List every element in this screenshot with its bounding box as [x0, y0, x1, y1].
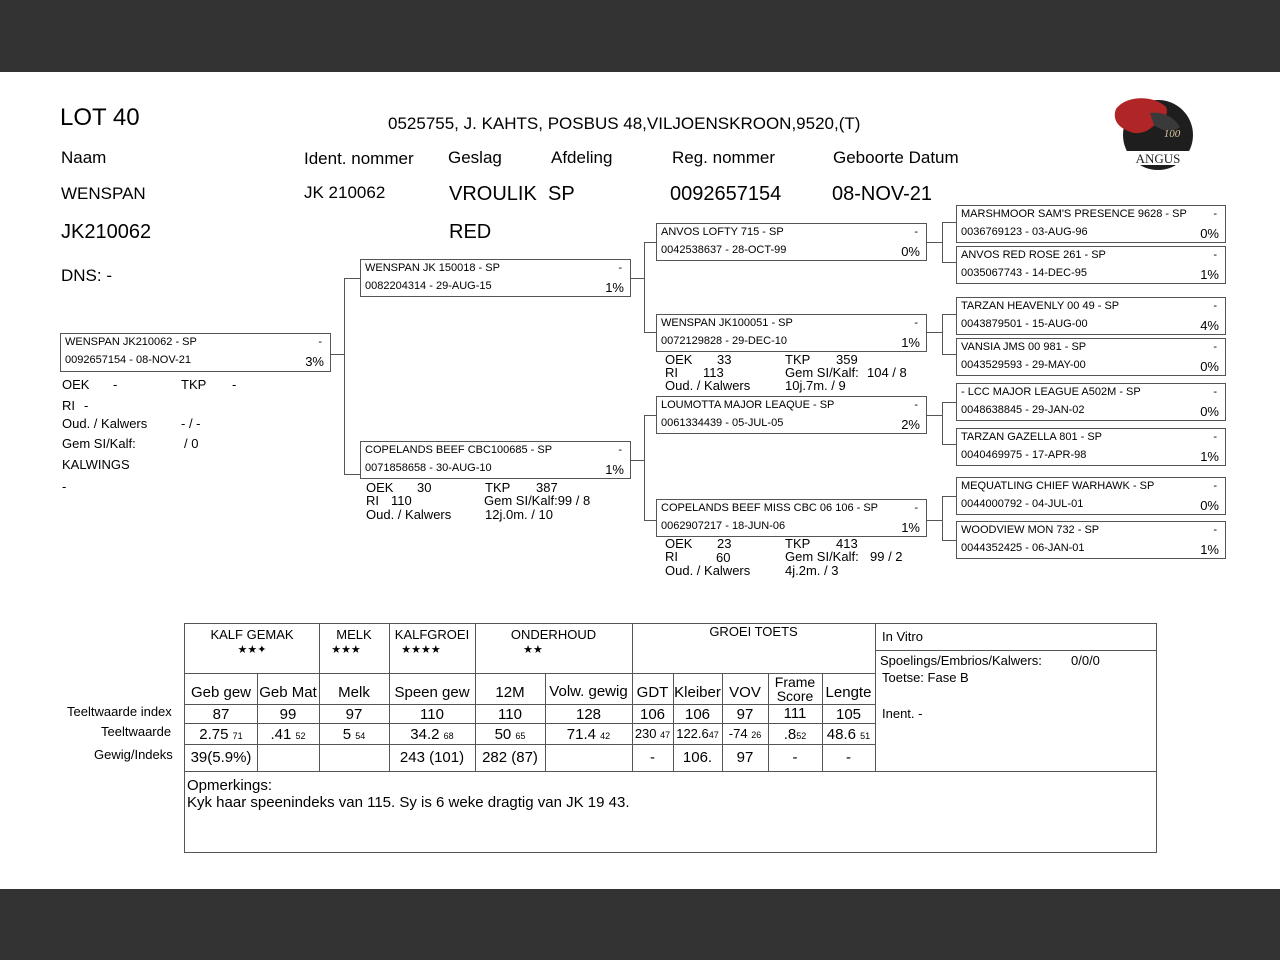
subject-ri: - — [84, 398, 89, 413]
dd-ri: 60 — [716, 550, 731, 565]
connector — [329, 354, 344, 355]
gen3-pct: 0% — [1200, 359, 1219, 374]
ebv-value: 230 — [634, 726, 657, 741]
col-kleiber: Kleiber — [674, 684, 721, 701]
subject-ri-label: RI — [62, 398, 75, 413]
gen3-reg-dob: 0044352425 - 06-JAN-01 — [961, 542, 1085, 554]
dd-oud-label: Oud. / Kalwers — [665, 563, 751, 578]
col-sex-label: Geslag — [448, 148, 502, 167]
gen3-reg-dob: 0036769123 - 03-AUG-96 — [961, 226, 1088, 238]
sd-tkp: 359 — [836, 352, 858, 367]
stars-onderhoud: ★★ — [523, 644, 543, 656]
col-speen-gew: Speen gew — [394, 684, 470, 701]
kalwings-label: KALWINGS — [62, 457, 130, 472]
remarks-label: Opmerkings: — [187, 777, 273, 794]
dam-pct: 1% — [605, 462, 624, 477]
dam-oek-label: OEK — [366, 480, 394, 495]
subject-pct: 3% — [305, 354, 324, 369]
teeltwaarde-cell — [185, 727, 257, 742]
connector — [926, 415, 942, 416]
ebv-value: 122.6 — [676, 726, 709, 741]
ds-pct: 2% — [901, 417, 920, 432]
col-dob-label: Geboorte Datum — [833, 148, 959, 167]
teeltwaarde-cell — [632, 727, 673, 740]
ebv-accuracy: 47 — [708, 730, 719, 740]
index-cell: 97 — [345, 706, 363, 723]
connector — [644, 242, 645, 332]
connector — [644, 415, 645, 520]
grid-line — [185, 723, 875, 724]
dam-oud-label: Oud. / Kalwers — [366, 507, 452, 522]
sd-dash: - — [914, 317, 918, 329]
spoelings-label: Spoelings/Embrios/Kalwers: — [880, 653, 1042, 668]
connector — [942, 402, 956, 403]
connector — [942, 314, 956, 315]
connector — [942, 496, 943, 540]
grid-line — [875, 624, 876, 771]
gen3-reg-dob: 0035067743 - 14-DEC-95 — [961, 267, 1087, 279]
ebv-value: 34.2 — [410, 726, 440, 743]
sd-gem: 104 / 8 — [867, 365, 907, 380]
gen3-pct: 4% — [1200, 318, 1219, 333]
connector — [644, 242, 656, 243]
animal-dob: 08-NOV-21 — [832, 183, 933, 205]
teeltwaarde-cell — [389, 727, 475, 742]
dam-ri-label: RI — [366, 493, 379, 508]
ebv-accuracy: 42 — [600, 731, 611, 741]
sire-name: WENSPAN JK 150018 - SP — [365, 262, 500, 274]
group-kalfgroei: KALFGROEI — [394, 627, 470, 642]
svg-text:100: 100 — [1163, 128, 1181, 140]
dd-oek: 23 — [717, 536, 732, 551]
gewig-cell: - — [846, 749, 851, 766]
connector — [926, 520, 942, 521]
dam-ri: 110 — [391, 493, 412, 508]
pedigree-gen3-5 — [956, 383, 1226, 421]
gen3-dash: - — [1213, 431, 1217, 443]
index-cell: 105 — [835, 706, 862, 723]
svg-text:ANGUS: ANGUS — [1135, 151, 1181, 166]
connector — [942, 262, 956, 263]
connector — [644, 332, 656, 333]
gen3-name: MARSHMOOR SAM'S PRESENCE 9628 - SP — [961, 208, 1187, 220]
gen3-reg-dob: 0044000792 - 04-JUL-01 — [961, 498, 1084, 510]
remarks-text: Kyk haar speenindeks van 115. Sy is 6 weke dragtig van JK 19 43. — [187, 794, 630, 811]
connector — [926, 242, 942, 243]
dd-ri-label: RI — [665, 549, 678, 564]
ds-name: LOUMOTTA MAJOR LEAQUE - SP — [661, 399, 835, 411]
subject-oud: - / - — [181, 416, 201, 431]
dns-status: DNS: - — [61, 266, 112, 285]
gen3-pct: 1% — [1200, 542, 1219, 557]
gen3-pct: 1% — [1200, 267, 1219, 282]
dam-tkp: 387 — [536, 480, 558, 495]
ebv-value: 50 — [494, 726, 512, 743]
connector — [629, 278, 644, 279]
col-volw-gewig: Volw. gewig — [549, 683, 628, 700]
subject-reg-dob: 0092657154 - 08-NOV-21 — [65, 354, 191, 366]
animal-code: JK210062 — [61, 221, 152, 243]
ebv-value: .41 — [270, 726, 292, 743]
col-melk: Melk — [338, 684, 370, 701]
breeder-info: 0525755, J. KAHTS, POSBUS 48,VILJOENSKROON,9520,(T) — [388, 114, 861, 133]
ebv-accuracy: 26 — [751, 730, 762, 740]
gen3-dash: - — [1213, 386, 1217, 398]
index-cell: 106 — [684, 706, 711, 723]
gen3-pct: 0% — [1200, 226, 1219, 241]
col-name-label: Naam — [61, 148, 107, 167]
sd-oud-label: Oud. / Kalwers — [665, 378, 751, 393]
sd-ri: 113 — [703, 365, 724, 380]
subject-name: WENSPAN JK210062 - SP — [65, 336, 197, 348]
spoelings-value: 0/0/0 — [1071, 653, 1100, 668]
group-kalf-gemak: KALF GEMAK — [210, 627, 294, 642]
pedigree-gen3-8 — [956, 521, 1226, 559]
group-groei-toets: GROEI TOETS — [709, 624, 798, 639]
pedigree-gen3-7 — [956, 477, 1226, 515]
teeltwaarde-cell — [722, 727, 768, 740]
animal-name: WENSPAN — [61, 184, 146, 203]
ebv-accuracy: 54 — [355, 731, 366, 741]
dd-reg-dob: 0062907217 - 18-JUN-06 — [661, 520, 786, 532]
pedigree-gen3-6 — [956, 428, 1226, 466]
gen3-reg-dob: 0040469975 - 17-APR-98 — [961, 449, 1087, 461]
pedigree-gen3-3 — [956, 297, 1226, 335]
dam-reg-dob: 0071858658 - 30-AUG-10 — [365, 462, 492, 474]
ebv-value: -74 — [728, 726, 748, 741]
gewig-cell: 106. — [682, 749, 713, 766]
index-cell: 110 — [420, 706, 444, 723]
animal-sex: VROULIK — [449, 183, 537, 205]
animal-dept: SP — [548, 183, 575, 205]
gewig-cell: 243 (101) — [399, 749, 465, 766]
ebv-value: 71.4 — [566, 726, 596, 743]
ebv-accuracy: 47 — [660, 730, 671, 740]
index-cell: 87 — [212, 706, 230, 723]
teeltwaarde-cell — [673, 727, 722, 740]
connector — [629, 460, 644, 461]
connector — [942, 314, 943, 354]
col-dept-label: Afdeling — [551, 148, 613, 167]
gen3-name: TARZAN HEAVENLY 00 49 - SP — [961, 300, 1120, 312]
ebv-accuracy: 68 — [443, 731, 454, 741]
angus-logo — [1110, 93, 1200, 173]
col-geb-mat: Geb Mat — [259, 684, 317, 701]
group-melk: MELK — [336, 627, 372, 642]
dd-gem-label: Gem SI/Kalf: — [785, 549, 859, 564]
pedigree-dam-sire — [656, 396, 927, 434]
row-label-index: Teeltwaarde index — [67, 704, 172, 719]
col-12m: 12M — [495, 684, 525, 701]
sd-oek: 33 — [717, 352, 732, 367]
col-frame-score: Frame Score — [774, 674, 816, 704]
ss-name: ANVOS LOFTY 715 - SP — [661, 226, 784, 238]
connector — [942, 540, 956, 541]
dam-name: COPELANDS BEEF CBC100685 - SP — [365, 444, 553, 456]
gen3-name: WOODVIEW MON 732 - SP — [961, 524, 1100, 536]
subject-oek-label: OEK — [62, 377, 90, 392]
dd-tkp-label: TKP — [785, 536, 811, 551]
gen3-name: MEQUATLING CHIEF WARHAWK - SP — [961, 480, 1155, 492]
index-cell: 110 — [498, 706, 522, 723]
sd-ri-label: RI — [665, 365, 678, 380]
gen3-name: ANVOS RED ROSE 261 - SP — [961, 249, 1106, 261]
gen3-name: - LCC MAJOR LEAGUE A502M - SP — [961, 386, 1141, 398]
sire-dash: - — [618, 262, 622, 274]
subject-gem: / 0 — [184, 436, 199, 451]
gewig-cell: 282 (87) — [482, 749, 538, 766]
pedigree-gen3-1 — [956, 205, 1226, 243]
dd-name: COPELANDS BEEF MISS CBC 06 106 - SP — [661, 502, 879, 514]
performance-table — [184, 623, 1157, 853]
connector — [942, 496, 956, 497]
index-cell: 97 — [736, 706, 754, 723]
dam-dash: - — [618, 444, 622, 456]
connector — [344, 278, 345, 475]
group-onderhoud: ONDERHOUD — [510, 627, 597, 642]
in-vitro-label: In Vitro — [882, 629, 923, 644]
dd-oek-label: OEK — [665, 536, 693, 551]
sire-pct: 1% — [605, 280, 624, 295]
ebv-accuracy: 71 — [232, 731, 243, 741]
subject-dash: - — [318, 336, 322, 348]
dd-dash: - — [914, 502, 918, 514]
ds-dash: - — [914, 399, 918, 411]
gen3-dash: - — [1213, 341, 1217, 353]
bottom-frame-bar — [0, 889, 1280, 960]
gen3-dash: - — [1213, 524, 1217, 536]
sd-gem-label: Gem SI/Kalf: — [785, 365, 859, 380]
dam-oud: 12j.0m. / 10 — [485, 507, 553, 522]
pedigree-gen3-2 — [956, 246, 1226, 284]
grid-line — [185, 744, 875, 745]
gen3-reg-dob: 0048638845 - 29-JAN-02 — [961, 404, 1085, 416]
connector — [942, 402, 943, 444]
ebv-accuracy: 52 — [295, 731, 306, 741]
stars-kalfgroei: ★★★★ — [401, 644, 441, 656]
ss-reg-dob: 0042538637 - 28-OCT-99 — [661, 244, 787, 256]
dd-tkp: 413 — [836, 536, 858, 551]
ebv-value: 48.6 — [826, 726, 856, 743]
animal-reg: 0092657154 — [670, 183, 782, 205]
ebv-value: .8 — [783, 726, 797, 743]
gewig-cell: 97 — [736, 749, 754, 766]
ebv-value: 5 — [342, 726, 352, 743]
ss-dash: - — [914, 226, 918, 238]
gen3-pct: 0% — [1200, 404, 1219, 419]
stars-kalf-gemak: ★★✦ — [237, 644, 267, 656]
col-ident-label: Ident. nommer — [304, 149, 414, 168]
dd-pct: 1% — [901, 520, 920, 535]
index-cell: 106 — [639, 706, 666, 723]
teeltwaarde-cell — [257, 727, 319, 742]
connector — [926, 332, 942, 333]
ebv-accuracy: 51 — [860, 731, 871, 741]
index-cell: 128 — [575, 706, 602, 723]
ds-reg-dob: 0061334439 - 05-JUL-05 — [661, 417, 784, 429]
lot-number: LOT 40 — [60, 104, 140, 131]
animal-ident: JK 210062 — [304, 183, 386, 202]
gen3-dash: - — [1213, 300, 1217, 312]
pedigree-gen3-4 — [956, 338, 1226, 376]
pedigree-sire-dam — [656, 314, 927, 352]
animal-color: RED — [449, 221, 492, 243]
pedigree-subject — [60, 333, 331, 372]
pedigree-sire — [360, 259, 631, 297]
gewig-cell: 39(5.9%) — [190, 749, 252, 766]
teeltwaarde-cell — [822, 727, 875, 742]
ebv-accuracy: 52 — [796, 731, 807, 741]
subject-tkp-label: TKP — [181, 377, 207, 392]
sd-pct: 1% — [901, 335, 920, 350]
gen3-pct: 1% — [1200, 449, 1219, 464]
grid-line — [185, 704, 875, 705]
dd-oud: 4j.2m. / 3 — [785, 563, 839, 578]
grid-line — [185, 673, 875, 674]
row-label-teeltwaarde: Teeltwaarde — [101, 724, 172, 739]
grid-line — [875, 650, 1156, 651]
subject-tkp: - — [232, 377, 237, 392]
gewig-cell: - — [792, 749, 798, 766]
toetse-label: Toetse: Fase B — [882, 670, 969, 685]
lot-sheet — [0, 72, 1280, 889]
gen3-dash: - — [1213, 480, 1217, 492]
connector — [942, 354, 956, 355]
dam-tkp-label: TKP — [485, 480, 511, 495]
row-label-gewig: Gewig/Indeks — [94, 747, 173, 762]
gen3-reg-dob: 0043529593 - 29-MAY-00 — [961, 359, 1086, 371]
col-lengte: Lengte — [825, 684, 872, 701]
gen3-dash: - — [1213, 249, 1217, 261]
sd-oek-label: OEK — [665, 352, 693, 367]
pedigree-sire-sire — [656, 223, 927, 261]
connector — [344, 474, 360, 475]
connector — [344, 278, 360, 279]
sd-reg-dob: 0072129828 - 29-DEC-10 — [661, 335, 787, 347]
pedigree-dam — [360, 441, 631, 479]
sd-oud: 10j.7m. / 9 — [785, 378, 846, 393]
dam-gem: Gem SI/Kalf:99 / 8 — [484, 493, 591, 508]
teeltwaarde-cell — [545, 727, 632, 742]
ebv-accuracy: 65 — [515, 731, 526, 741]
dam-oek: 30 — [417, 480, 432, 495]
ebv-value: 2.75 — [199, 726, 229, 743]
kalwings-value: - — [62, 479, 67, 494]
subject-oek: - — [113, 377, 118, 392]
sd-name: WENSPAN JK100051 - SP — [661, 317, 793, 329]
connector — [942, 444, 956, 445]
index-cell: 99 — [279, 706, 297, 723]
teeltwaarde-cell — [768, 727, 822, 742]
gen3-pct: 0% — [1200, 498, 1219, 513]
ss-pct: 0% — [901, 244, 920, 259]
gen3-reg-dob: 0043879501 - 15-AUG-00 — [961, 318, 1088, 330]
connector — [942, 222, 956, 223]
gewig-cell: - — [650, 749, 655, 766]
col-reg-label: Reg. nommer — [672, 148, 775, 167]
sd-tkp-label: TKP — [785, 352, 811, 367]
connector — [644, 520, 656, 521]
stars-melk: ★★★ — [331, 644, 361, 656]
connector — [644, 415, 656, 416]
dd-gem: 99 / 2 — [870, 549, 903, 564]
subject-gem-label: Gem SI/Kalf: — [62, 436, 136, 451]
teeltwaarde-cell — [319, 727, 389, 742]
pedigree-dam-dam — [656, 499, 927, 537]
connector — [942, 222, 943, 262]
gen3-name: TARZAN GAZELLA 801 - SP — [961, 431, 1103, 443]
inent-label: Inent. - — [882, 706, 923, 721]
grid-line — [185, 771, 1156, 772]
sire-reg-dob: 0082204314 - 29-AUG-15 — [365, 280, 492, 292]
col-geb-gew: Geb gew — [190, 684, 252, 701]
gen3-name: VANSIA JMS 00 981 - SP — [961, 341, 1087, 353]
subject-oud-label: Oud. / Kalwers — [62, 416, 148, 431]
gen3-dash: - — [1213, 208, 1217, 220]
col-gdt: GDT — [636, 684, 669, 701]
teeltwaarde-cell — [475, 727, 545, 742]
col-vov: VOV — [729, 684, 761, 701]
top-frame-bar — [0, 0, 1280, 72]
index-cell: 111 — [783, 705, 807, 722]
